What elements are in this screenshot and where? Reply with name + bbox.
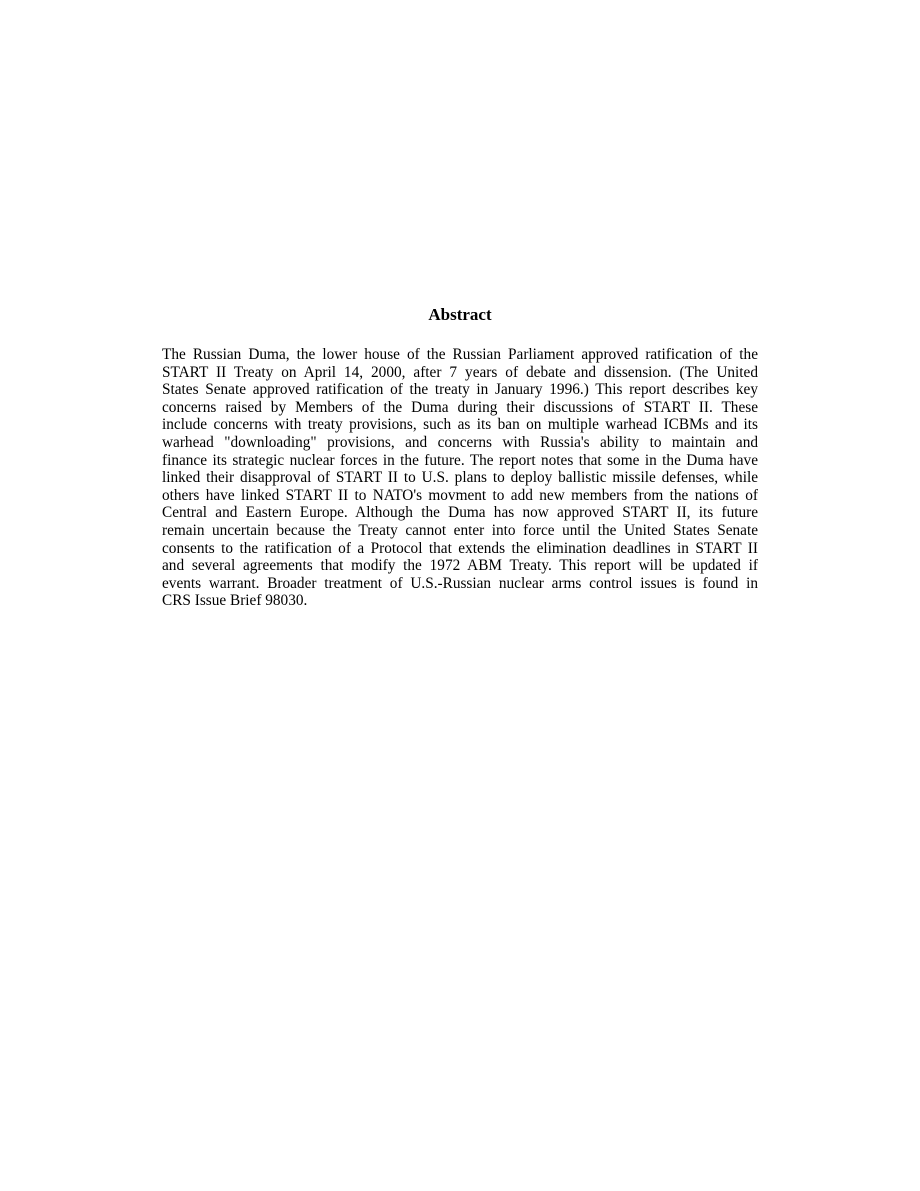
abstract-line: The Russian Duma, the lower house of the Russian Parliament approved ratification of the <box>162 346 758 363</box>
abstract-line: States Senate approved ratification of the treaty in January 1996.) This report describes key <box>162 381 758 399</box>
abstract-line: Central and Eastern Europe. Although the Duma has now approved START II, its future <box>162 504 758 522</box>
abstract-line: others have linked START II to NATO's movment to add new members from the nations of <box>162 486 758 504</box>
abstract-line: warhead "downloading" provisions, and concerns with Russia's ability to maintain and <box>162 433 758 451</box>
abstract-line: and several agreements that modify the 1972 ABM Treaty. This report will be updated if <box>162 557 758 575</box>
abstract-line: consents to the ratification of a Protocol that extends the elimination deadlines in START II <box>162 539 758 557</box>
abstract-line: events warrant. Broader treatment of U.S.-Russian nuclear arms control issues is found in <box>162 574 758 592</box>
abstract-heading: Abstract <box>428 305 492 324</box>
abstract-line: START II Treaty on April 14, 2000, after 7 years of debate and dissension. (The United <box>162 363 758 381</box>
abstract-line: linked their disapproval of START II to U.S. plans to deploy ballistic missile defenses, while <box>162 469 758 487</box>
abstract-line: include concerns with treaty provisions, such as its ban on multiple warhead ICBMs and its <box>162 416 758 434</box>
abstract-paragraph <box>162 346 758 610</box>
abstract-line: CRS Issue Brief 98030. <box>162 592 308 610</box>
abstract-line: finance its strategic nuclear forces in the future. The report notes that some in the Duma have <box>162 451 758 469</box>
abstract-line: concerns raised by Members of the Duma during their discussions of START II. These <box>162 398 758 416</box>
abstract-line: remain uncertain because the Treaty cannot enter into force until the United States Senate <box>162 521 758 539</box>
